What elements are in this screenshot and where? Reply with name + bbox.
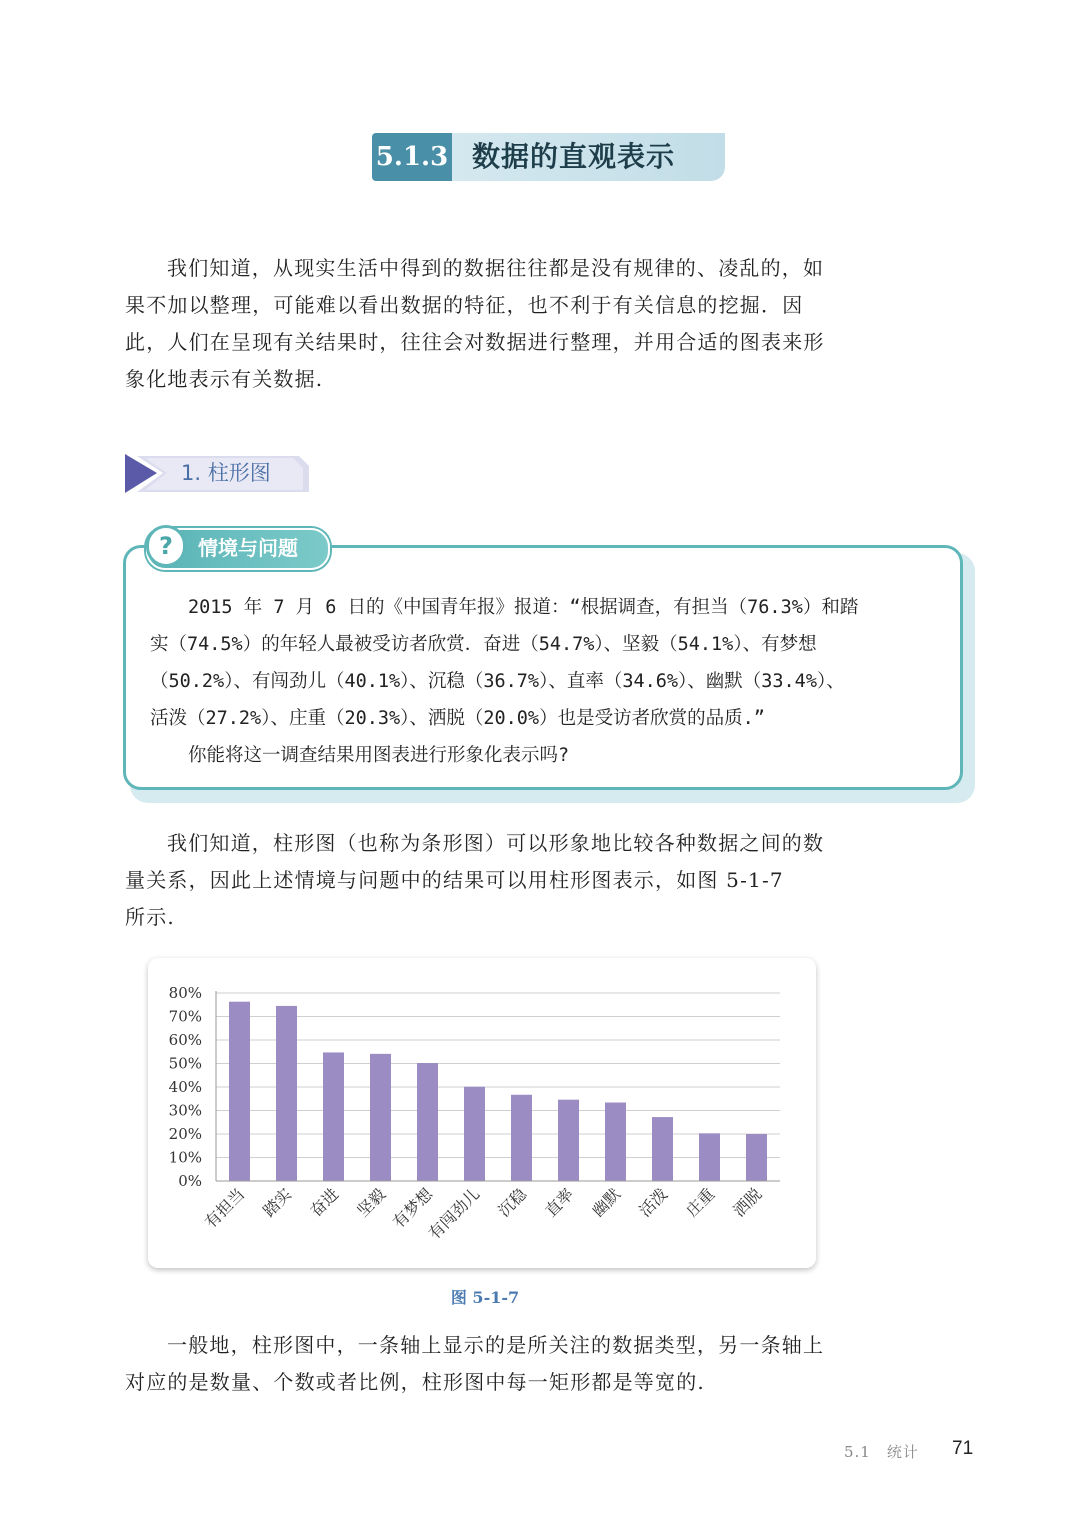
bar (511, 1095, 532, 1181)
x-category-label: 沉稳 (494, 1184, 531, 1221)
x-category-label: 有梦想 (388, 1184, 437, 1232)
x-category-label: 有闯劲儿 (424, 1184, 484, 1244)
bar (276, 1006, 297, 1181)
bar (605, 1103, 626, 1181)
section-title: 数据的直观表示 (472, 140, 676, 173)
bar (323, 1052, 344, 1181)
body-line: 量关系，因此上述情境与问题中的结果可以用柱形图表示，如图 5-1-7 (125, 868, 784, 892)
bar (558, 1100, 579, 1181)
figure-caption: 图 5-1-7 (450, 1288, 520, 1307)
after-paragraph (125, 1327, 824, 1401)
situation-line: 实（74.5%）的年轻人最被受访者欣赏．奋进（54.7%）、坚毅（54.1%）、有梦想 (150, 634, 817, 655)
intro-line: 象化地表示有关数据. (125, 367, 324, 391)
situation-label: 情境与问题 (198, 536, 298, 560)
x-category-label: 庄重 (682, 1184, 719, 1221)
x-category-label: 坚毅 (353, 1184, 390, 1221)
intro-line: 此，人们在呈现有关结果时，往往会对数据进行整理，并用合适的图表来形 (125, 330, 825, 354)
page-number: 71 (952, 1438, 974, 1459)
x-category-label: 奋进 (306, 1184, 343, 1221)
y-tick-label: 20% (168, 1125, 202, 1143)
y-tick-label: 80% (168, 984, 202, 1002)
x-category-label: 踏实 (259, 1184, 296, 1221)
bar (746, 1134, 767, 1181)
x-category-label: 洒脱 (729, 1184, 766, 1221)
intro-line: 我们知道，从现实生活中得到的数据往往都是没有规律的、凌乱的，如 (167, 256, 825, 280)
bar (370, 1054, 391, 1181)
bar (417, 1063, 438, 1181)
body-line: 我们知道，柱形图（也称为条形图）可以形象地比较各种数据之间的数 (167, 831, 825, 855)
intro-paragraph (125, 250, 825, 398)
body-paragraph (125, 825, 824, 936)
x-category-label: 直率 (541, 1184, 578, 1221)
footer-section: 5.1 统计 (844, 1443, 919, 1461)
section-banner (372, 133, 725, 183)
situation-line: 2015 年 7 月 6 日的《中国青年报》报道：“根据调查，有担当（76.3%）和踏 (188, 597, 859, 618)
bar (652, 1117, 673, 1181)
y-tick-label: 40% (168, 1078, 202, 1096)
y-tick-label: 60% (168, 1031, 202, 1049)
intro-line: 果不加以整理，可能难以看出数据的特征，也不利于有关信息的挖掘．因 (125, 293, 804, 317)
situation-line: （50.2%）、有闯劲儿（40.1%）、沉稳（36.7%）、直率（34.6%）、幽默（33.4%）、 (150, 671, 845, 692)
bar (229, 1002, 250, 1181)
x-category-label: 活泼 (635, 1184, 672, 1221)
y-tick-label: 50% (168, 1054, 202, 1073)
subsection-title: 1. 柱形图 (181, 461, 271, 485)
y-tick-label: 30% (168, 1101, 202, 1120)
after-line: 对应的是数量、个数或者比例，柱形图中每一矩形都是等宽的. (125, 1370, 705, 1394)
section-number: 5.1.3 (372, 133, 452, 181)
bar (464, 1087, 485, 1181)
situation-line: 活泼（27.2%）、庄重（20.3%）、洒脱（20.0%）也是受访者欣赏的品质.” (150, 708, 765, 729)
y-tick-label: 70% (168, 1007, 202, 1026)
x-category-label: 幽默 (588, 1184, 625, 1221)
x-category-label: 有担当 (200, 1184, 249, 1232)
y-tick-label: 0% (178, 1172, 202, 1190)
subsection-banner (123, 452, 313, 495)
situation-question: 你能将这一调查结果用图表进行形象化表示吗? (188, 745, 570, 766)
y-tick-label: 10% (168, 1148, 202, 1167)
situation-text (150, 589, 858, 774)
bar-chart (148, 958, 816, 1268)
bar (699, 1133, 720, 1181)
question-icon: ? (146, 525, 186, 567)
body-line: 所示. (125, 905, 175, 929)
after-line: 一般地，柱形图中，一条轴上显示的是所关注的数据类型，另一条轴上 (167, 1333, 825, 1357)
